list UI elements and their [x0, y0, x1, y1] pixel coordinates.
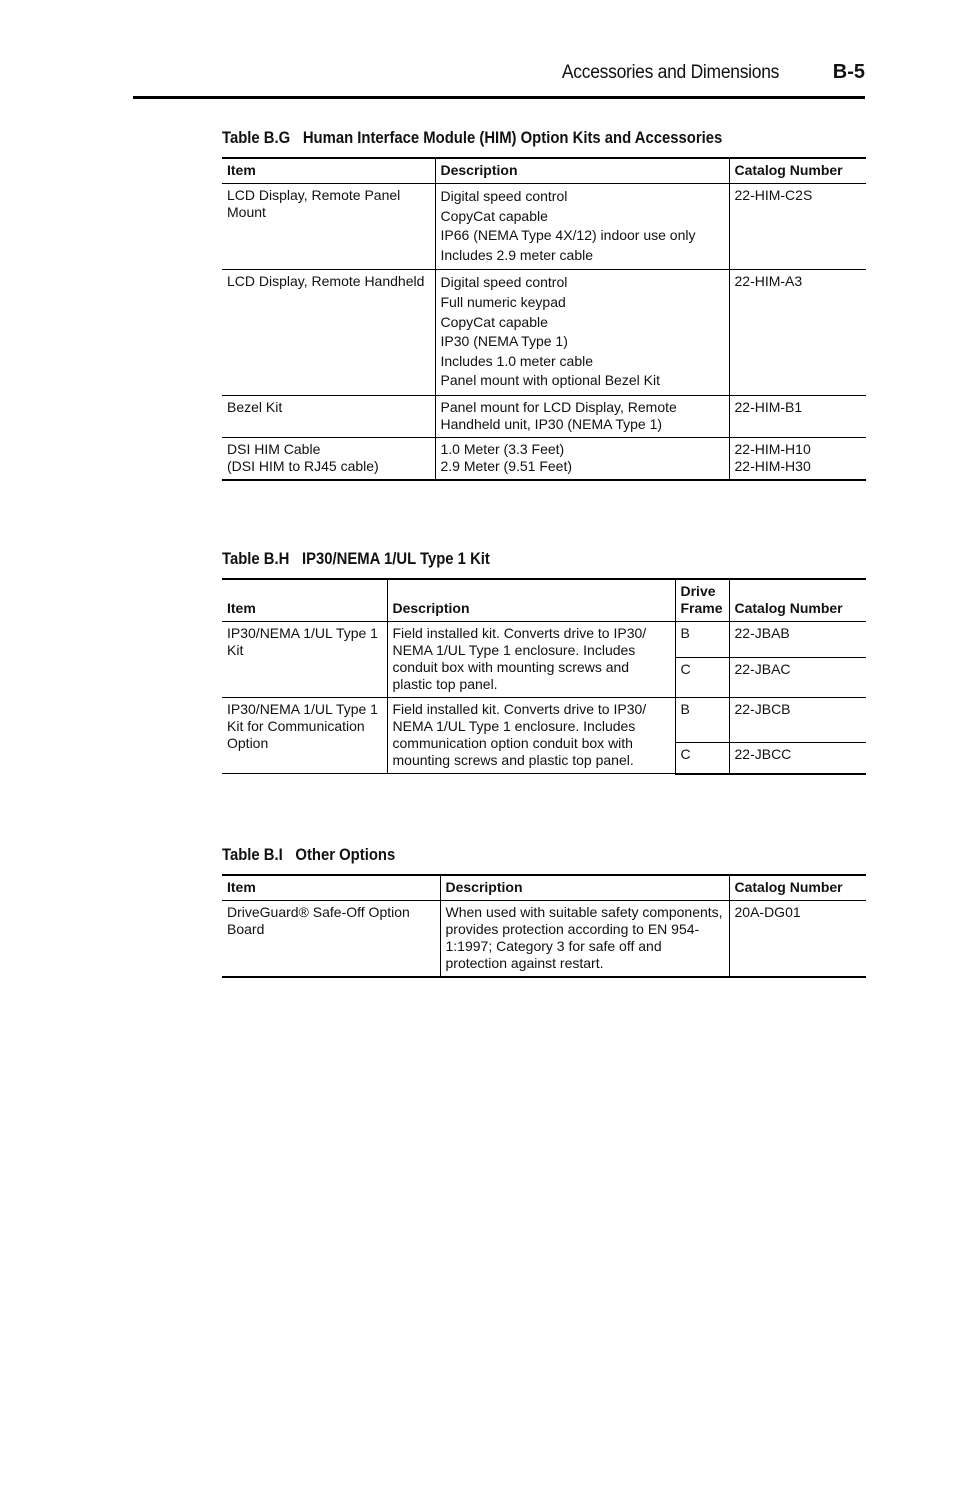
page-number: B-5 [832, 61, 865, 83]
description-cell: Field installed kit. Converts drive to IP30/ NEMA 1/UL Type 1 enclosure. Includes conduit box with mounting screws and plastic top panel. [387, 622, 675, 698]
table-header-row [222, 875, 866, 901]
table-i-caption [222, 846, 395, 865]
description-cell: Digital speed control CopyCat capable IP66 (NEMA Type 4X/12) indoor use only Includes 2.9 meter cable [435, 184, 729, 270]
page-header [133, 60, 865, 99]
table-row [222, 184, 866, 270]
table-row [222, 270, 866, 396]
column-header: Item [222, 579, 387, 622]
table-row [222, 622, 866, 658]
catalog-number-cell: 20A-DG01 [729, 901, 866, 978]
item-cell: DriveGuard® Safe-Off Option Board [222, 901, 440, 978]
table-g-title: Human Interface Module (HIM) Option Kits and Accessories [302, 129, 723, 147]
table-row [222, 437, 866, 480]
table-g [222, 157, 866, 481]
description-cell: Field installed kit. Converts drive to IP30/ NEMA 1/UL Type 1 enclosure. Includes communication option conduit box with mounting screws and plastic top panel. [387, 698, 675, 774]
table-g-number: Table B.G [222, 129, 291, 147]
catalog-number-cell: 22-HIM-A3 [729, 270, 866, 396]
item-cell: IP30/NEMA 1/UL Type 1 Kit for Communication Option [222, 698, 387, 774]
column-header: Catalog Number [729, 579, 866, 622]
catalog-number-cell: 22-HIM-H10 22-HIM-H30 [729, 437, 866, 480]
table-header-row [222, 158, 866, 184]
item-cell: Bezel Kit [222, 395, 435, 437]
drive-frame-cell: C [675, 743, 729, 774]
column-header: Description [387, 579, 675, 622]
drive-frame-cell: C [675, 658, 729, 698]
table-i-title: Other Options [295, 846, 396, 864]
catalog-number-cell: 22-JBCB [729, 698, 866, 743]
table-i [222, 874, 866, 978]
catalog-number-cell: 22-JBCC [729, 743, 866, 774]
header-title: Accessories and Dimensions [561, 62, 779, 83]
item-cell: IP30/NEMA 1/UL Type 1 Kit [222, 622, 387, 698]
column-header: Description [435, 158, 729, 184]
table-row [222, 901, 866, 978]
table-row [222, 698, 866, 743]
column-header: Item [222, 158, 435, 184]
description-cell: 1.0 Meter (3.3 Feet) 2.9 Meter (9.51 Feet) [435, 437, 729, 480]
table-h-caption [222, 550, 490, 569]
item-cell: DSI HIM Cable (DSI HIM to RJ45 cable) [222, 437, 435, 480]
column-header: Item [222, 875, 440, 901]
catalog-number-cell: 22-JBAB [729, 622, 866, 658]
table-header-row [222, 579, 866, 622]
column-header: Description [440, 875, 729, 901]
table-h [222, 578, 866, 775]
table-row [222, 395, 866, 437]
drive-frame-cell: B [675, 698, 729, 743]
item-cell: LCD Display, Remote Handheld [222, 270, 435, 396]
item-cell: LCD Display, Remote Panel Mount [222, 184, 435, 270]
table-g-caption [222, 129, 722, 148]
table-h-title: IP30/NEMA 1/UL Type 1 Kit [301, 550, 490, 568]
column-header: Catalog Number [729, 875, 866, 901]
table-h-number: Table B.H [222, 550, 290, 568]
table-i-number: Table B.I [222, 846, 283, 864]
catalog-number-cell: 22-HIM-C2S [729, 184, 866, 270]
description-cell: Panel mount for LCD Display, Remote Handheld unit, IP30 (NEMA Type 1) [435, 395, 729, 437]
drive-frame-cell: B [675, 622, 729, 658]
description-cell: Digital speed control Full numeric keypad CopyCat capable IP30 (NEMA Type 1) Includes 1.0 meter cable Panel mount with optional Bezel Kit [435, 270, 729, 396]
catalog-number-cell: 22-HIM-B1 [729, 395, 866, 437]
catalog-number-cell: 22-JBAC [729, 658, 866, 698]
description-cell: When used with suitable safety components, provides protection according to EN 954-1:1997; Category 3 for safe off and protection against restart. [440, 901, 729, 978]
column-header: Drive Frame [675, 579, 729, 622]
column-header: Catalog Number [729, 158, 866, 184]
